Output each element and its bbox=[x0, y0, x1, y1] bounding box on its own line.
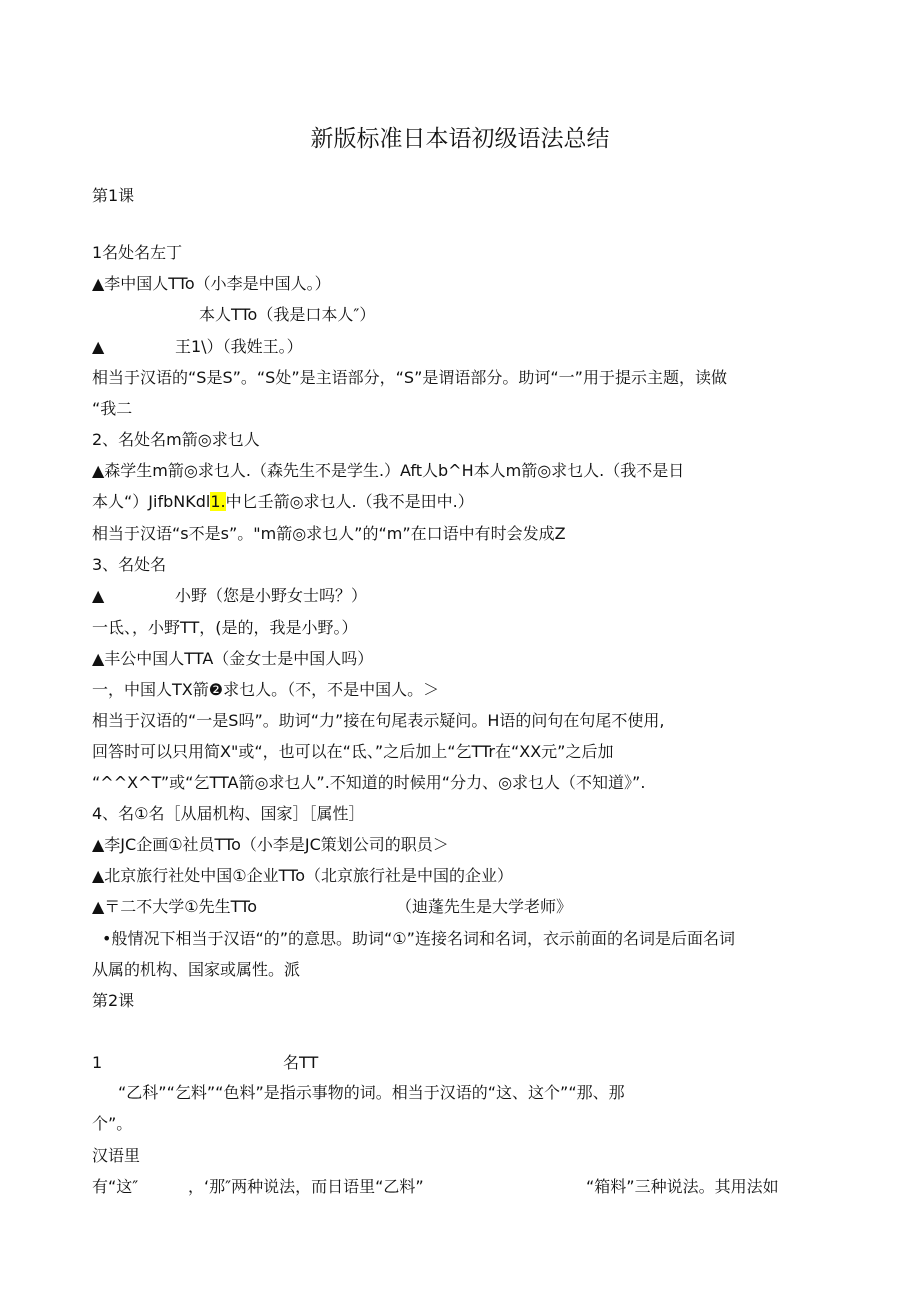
l1-section-1-example-3: 王1\）（我姓王。） bbox=[175, 337, 303, 356]
l1-section-4-explanation-2: 从属的机构、国家或属性。派 bbox=[92, 960, 301, 979]
l2-section-1-explanation-2: 个”。 bbox=[92, 1114, 133, 1133]
l1-section-3-example-2: 一氐、，小野TT，(是的，我是小野。） bbox=[92, 618, 358, 637]
l1-section-4-explanation-1: •般情况下相当于汉语“的”的意思。助词“①”连接名词和名词，衣示前面的名词是后面名词 bbox=[102, 929, 735, 948]
l1-section-4-example-1: ▲李JC企画①社员TTo（小李是JC策划公司的职员＞ bbox=[92, 835, 449, 854]
l2-section-1-explanation-3: 汉语里 bbox=[92, 1146, 141, 1165]
l1-section-1-heading: 1名处名左丁 bbox=[92, 243, 183, 262]
l1-section-3-heading: 3、名处名 bbox=[92, 555, 167, 574]
l1-section-2-example-2 bbox=[92, 492, 474, 512]
l2-section-1-explanation-4-a: 有“这″ bbox=[92, 1177, 139, 1196]
l1-section-4-example-3-b: （迪蓬先生是大学老师》 bbox=[396, 897, 573, 916]
l1-section-3-example-1-mark: ▲ bbox=[92, 586, 105, 605]
l2-section-1-number: 1 bbox=[92, 1053, 103, 1072]
l1-section-2-example-2-part-b: 中匕壬箭◎求乜人.（我不是田中.） bbox=[225, 492, 474, 511]
l1-section-4-example-2: ▲北京旅行社处中国①企业TTo（北京旅行社是中国的企业） bbox=[92, 866, 513, 885]
l1-section-3-explanation-2: 回答时可以只用简X"或“，也可以在“氐、”之后加上“乞TTr在“XX元”之后加 bbox=[92, 742, 614, 761]
l1-section-1-example-3-mark: ▲ bbox=[92, 337, 105, 356]
l1-section-3-explanation-3: “^^X^T”或“乞TTA箭◎求乜人”.不知道的时候用“分力、◎求乜人（不知道》”. bbox=[92, 773, 646, 792]
l2-section-1-explanation-1: “乙科”“乞料”“色料”是指示事物的词。相当于汉语的“这、这个”“那、那 bbox=[118, 1083, 625, 1102]
l1-section-3-explanation-1: 相当于汉语的“一是S吗”。助诃“力”接在句尾表示疑问。H语的问句在句尾不使用, bbox=[92, 711, 665, 730]
l1-section-2-explanation: 相当于汉语“s不是s”。"m箭◎求乜人”的“m”在口语中有时会发成Z bbox=[92, 524, 566, 543]
l1-section-4-example-3-a: ▲〒二不大学①先生TTo bbox=[92, 897, 257, 916]
l1-section-2-example-1: ▲森学生m箭◎求乜人.（森先生不是学生.）Aft人b^H本人m箭◎求乜人.（我不是日 bbox=[92, 461, 685, 480]
lesson-2-heading: 第2课 bbox=[92, 991, 135, 1010]
l1-section-1-explanation-cont: “我二 bbox=[92, 399, 133, 418]
l1-section-3-example-3: ▲丰公中国人TTA（金女士是中国人吗） bbox=[92, 649, 374, 668]
l1-section-4-heading: 4、名①名［从届机构、国家］［属性］ bbox=[92, 804, 365, 823]
l1-section-3-example-1: 小野（您是小野女士吗？） bbox=[175, 586, 368, 605]
l2-section-1-word: 名TT bbox=[283, 1053, 319, 1072]
page-title: 新版标准日本语初级语法总结 bbox=[310, 126, 610, 152]
l1-section-1-example-1: ▲李中国人TTo（小李是中国人。） bbox=[92, 274, 331, 293]
l1-section-1-explanation: 相当于汉语的“S是S”。“S处”是主语部分，“S”是谓语部分。助诃“一”用于提示主题，读做 bbox=[92, 368, 727, 387]
lesson-1-heading: 第1课 bbox=[92, 186, 135, 205]
l2-section-1-explanation-4-b: ，‘那″两种说法，而日语里“乙料” bbox=[188, 1177, 424, 1196]
l1-section-2-example-2-part-a: 本人“）JifbNKdl bbox=[92, 492, 211, 511]
l1-section-1-example-2: 本人TTo（我是口本人″） bbox=[199, 305, 376, 324]
l2-section-1-explanation-4-c: “箱料”三种说法。其用法如 bbox=[586, 1177, 779, 1196]
l1-section-2-heading: 2、名处名m箭◎求乜人 bbox=[92, 430, 260, 449]
l1-section-3-example-4: 一，中国人TX箭❷求乜人。（不，不是中国人。＞ bbox=[92, 680, 440, 699]
highlighted-text: 1. bbox=[210, 492, 226, 511]
